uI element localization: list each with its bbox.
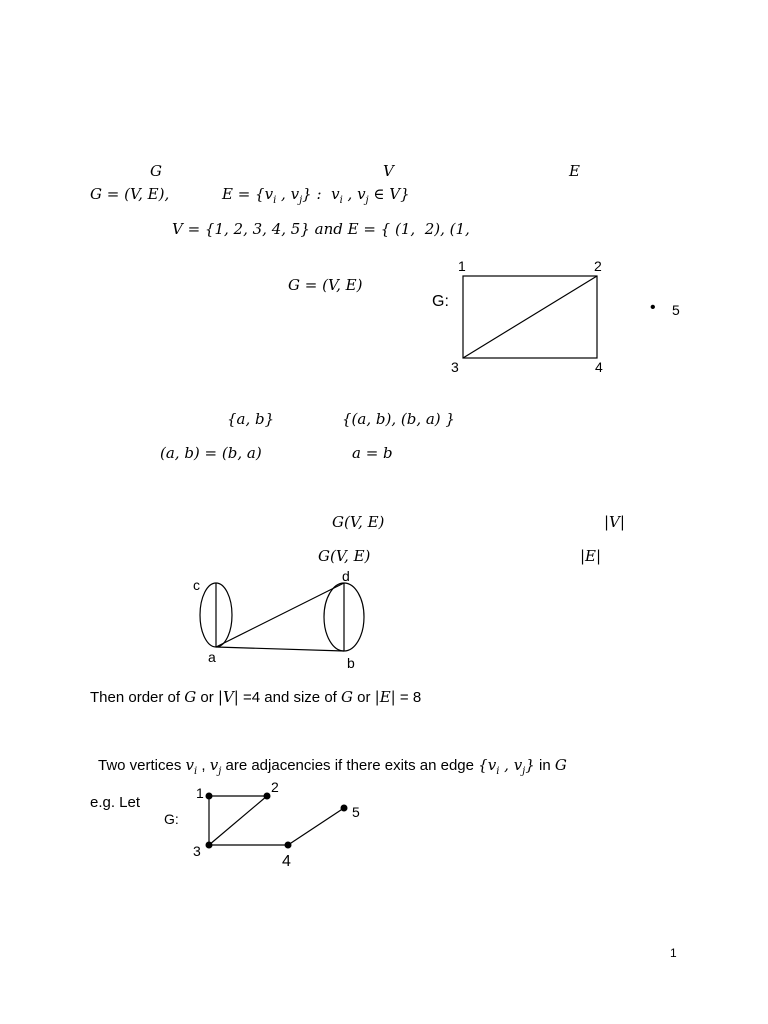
figure2-graph	[200, 583, 364, 651]
size-graph: G(V, E)	[318, 547, 371, 565]
figure3-graph	[206, 793, 348, 849]
symbol-e: E	[569, 162, 580, 180]
set-pair: {a, b}	[227, 410, 275, 428]
figure1-graph	[463, 276, 597, 358]
edge-set-definition: $E = \{v_i$ , $v_j$} : $v_i$ , $v_j$ ∈ V}	[222, 185, 410, 206]
example-sets: V = {1, 2, 3, 4, 5} and E = { (1, 2), (1,	[172, 220, 470, 238]
figure3-vertex-3: 3	[193, 843, 201, 859]
figure2-edge-a-b	[216, 647, 344, 651]
figure3-vertex-2: 2	[271, 779, 279, 795]
figure1-vertex-2: 2	[594, 258, 602, 274]
page-number: 1	[670, 946, 677, 960]
set-tuples: {(a, b), (b, a) }	[342, 410, 455, 428]
order-size-summary: Then order of G or |V| =4 and size of G or |E| = 8	[90, 688, 422, 706]
figure2-vertex-d: d	[342, 568, 350, 584]
figure3-node-4	[285, 842, 292, 849]
figure1-vertex-4: 4	[595, 359, 603, 375]
adjacency-definition: Two vertices $v_i$ , $v_j$ are adjacencies if there exits an edge {$v_i$ , $v_j$} in G	[98, 756, 567, 777]
figure3-node-5	[341, 805, 348, 812]
figure3-node-3	[206, 842, 213, 849]
figure1-equation: G = (V, E)	[288, 276, 363, 294]
figure1-graph-label: G:	[432, 293, 449, 310]
tuple-equality: (a, b) = (b, a)	[160, 444, 262, 462]
figure2-vertex-b: b	[347, 655, 355, 671]
order-abs-v: |V|	[604, 513, 625, 531]
figure3-vertex-5: 5	[352, 804, 360, 820]
symbol-g: G	[150, 162, 162, 180]
figure3-vertex-4: 4	[282, 853, 291, 870]
figure1-vertex-3: 3	[451, 359, 459, 375]
figure1-isolated-vertex-5: 5	[672, 302, 680, 318]
figure1-diagonal-edge	[463, 276, 597, 358]
size-abs-e: |E|	[580, 547, 602, 565]
figure3-vertex-1: 1	[196, 785, 204, 801]
figure2-edge-a-d	[216, 583, 344, 647]
figure3-node-2	[264, 793, 271, 800]
figure3-edge-4-5	[288, 808, 344, 845]
example-let: e.g. Let	[90, 794, 141, 811]
figure3-node-1	[206, 793, 213, 800]
figure3-graph-label: G:	[164, 811, 179, 827]
figure1-isolated-bullet: •	[650, 299, 656, 316]
order-graph: G(V, E)	[332, 513, 385, 531]
graph-definition: G = (V, E),	[90, 185, 170, 203]
figure2-vertex-c: c	[193, 577, 200, 593]
symbol-v: V	[383, 162, 394, 180]
figure1-vertex-1: 1	[458, 258, 466, 274]
figure2-vertex-a: a	[208, 649, 216, 665]
figure3-edge-3-2	[209, 796, 267, 845]
loop-equality: a = b	[352, 444, 393, 462]
